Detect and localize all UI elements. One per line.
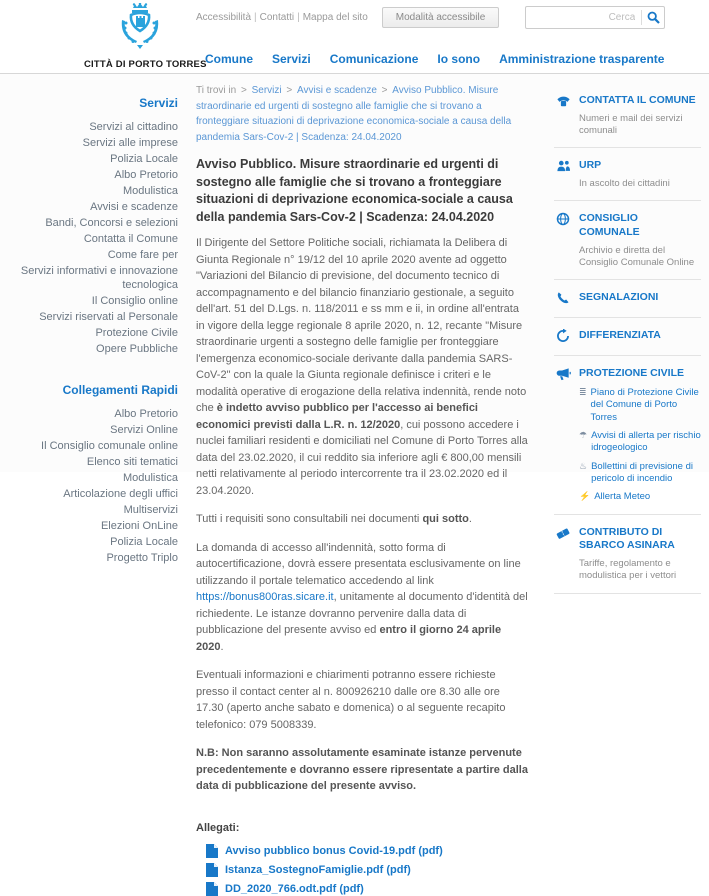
info-card: [554, 280, 701, 318]
recycle-icon: [554, 329, 572, 345]
main-nav: [205, 52, 664, 66]
paragraph-bold-text: entro il giorno 24 aprile 2020: [196, 624, 502, 653]
card-title[interactable]: CONTATTA IL COMUNE: [579, 94, 696, 106]
card-body: [579, 159, 701, 190]
card-body: [579, 526, 701, 583]
attachment-row: [206, 863, 528, 877]
site-logo[interactable]: [84, 3, 207, 70]
info-card: [554, 515, 701, 594]
sidebar-item[interactable]: Multiservizi: [123, 504, 178, 516]
breadcrumb-separator: >: [240, 85, 250, 96]
card-description: In ascolto dei cittadini: [579, 177, 670, 189]
card-title[interactable]: CONSIGLIO COMUNALE: [579, 212, 640, 238]
card-sub-link-label: Bollettini di previsione di pericolo di incendio: [591, 460, 693, 484]
sidebar-item[interactable]: Servizi Online: [110, 424, 178, 436]
card-body: [579, 94, 701, 137]
utility-links: [196, 12, 368, 23]
sidebar-item[interactable]: Progetto Triplo: [106, 552, 178, 564]
sidebar-item[interactable]: Avvisi e scadenze: [90, 201, 178, 213]
info-card: [554, 148, 701, 201]
sidebar-item[interactable]: Il Consiglio comunale online: [41, 440, 178, 452]
sidebar-right: [544, 74, 709, 582]
utility-link[interactable]: Mappa del sito: [302, 12, 368, 23]
sidebar-item[interactable]: Modulistica: [122, 472, 178, 484]
handset-icon: [554, 291, 572, 307]
card-body: [579, 329, 701, 345]
card-title[interactable]: DIFFERENZIATA: [579, 329, 661, 342]
megaphone-icon: [554, 367, 572, 503]
paragraph-bold-text: N.B: Non saranno assolutamente esaminate istanze pervenute precedentemente e dovranno essere ripresentate a partire dalla data di pubblicazione del presente avviso.: [196, 747, 528, 792]
pdf-icon: [206, 863, 218, 877]
breadcrumb-links: [196, 85, 511, 143]
header: [0, 0, 709, 74]
card-sub-link[interactable]: [579, 387, 701, 424]
card-sub-link[interactable]: [579, 461, 701, 486]
utility-separator: |: [254, 12, 257, 23]
card-title[interactable]: URP: [579, 159, 602, 172]
allegati-label: Allegati:: [196, 821, 240, 834]
paragraph-text: .: [468, 513, 472, 525]
people-icon: [554, 159, 572, 190]
sidebar-item[interactable]: Albo Pretorio: [114, 169, 178, 181]
nav-item[interactable]: Comunicazione: [329, 52, 419, 66]
paragraph-text: , unitamente al documento d'identità del richiedente. Le istanze dovranno pervenire dalla data di pubblicazione del presente avviso ed: [196, 591, 528, 636]
breadcrumb-prefix: Ti trovi in: [196, 85, 237, 96]
main-content: [178, 74, 544, 895]
card-body: [579, 291, 701, 307]
sidebar-item[interactable]: Bandi, Concorsi e selezioni: [45, 217, 178, 229]
sidebar-item[interactable]: Protezione Civile: [95, 327, 178, 339]
paragraph-text: , cui possono accedere i nuclei familiari residenti e domiciliati nel Comune di Porto Torres alla data del 23.02.2020, il cui reddito sia inferiore agli € 800,00 mensili netti relativamente al periodo intercorrente tra il 23.02.2020 ed il 23.04.2020.: [196, 418, 528, 497]
breadcrumb: [196, 83, 528, 145]
sidebar-section-title: Collegamenti Rapidi: [62, 383, 178, 397]
sidebar-section-title: Servizi: [139, 96, 178, 110]
card-sub-link[interactable]: [579, 491, 701, 503]
sidebar-item[interactable]: Modulistica: [122, 185, 178, 197]
nav-item[interactable]: Amministrazione trasparente: [499, 52, 665, 66]
info-card: [554, 356, 701, 514]
sidebar-item[interactable]: Elenco siti tematici: [86, 456, 178, 468]
article-body: [196, 235, 528, 795]
sidebar-item[interactable]: Servizi informativi e innovazione tecnologica: [20, 265, 178, 291]
breadcrumb-link[interactable]: Servizi: [251, 85, 282, 96]
sidebar-item[interactable]: Contatta il Comune: [83, 233, 178, 245]
phone-icon: [554, 94, 572, 137]
pdf-icon: [206, 844, 218, 858]
breadcrumb-separator: >: [378, 85, 391, 96]
utility-link[interactable]: Accessibilità: [196, 12, 252, 23]
breadcrumb-link[interactable]: Avvisi e scadenze: [297, 85, 377, 96]
article-paragraph: [196, 745, 528, 795]
nav-item[interactable]: Comune: [205, 52, 253, 66]
accessible-mode-button[interactable]: Modalità accessibile: [382, 7, 500, 28]
card-body: [579, 367, 701, 503]
list-icon: ≣: [579, 386, 587, 397]
card-body: [579, 212, 701, 269]
sidebar-item[interactable]: Servizi al cittadino: [89, 121, 178, 133]
paragraph-bold-text: è indetto avviso pubblico per l'accesso ai benefici economici previsti dalla L.R. n. 12/2020: [196, 402, 478, 431]
card-description: Tariffe, regolamento e modulistica per i vettori: [579, 557, 677, 582]
utility-row: [196, 6, 560, 29]
crest-logo-icon: [117, 40, 163, 57]
pdf-icon: [206, 882, 218, 896]
lightning-icon: ⚡: [579, 491, 591, 502]
logo-title: CITTÀ DI PORTO TORRES: [84, 59, 207, 70]
sidebar-item[interactable]: Servizi riservati al Personale: [39, 311, 178, 323]
paragraph-text: .: [220, 640, 224, 653]
sidebar-item[interactable]: Il Consiglio online: [91, 295, 178, 307]
breadcrumb-link[interactable]: Avviso Pubblico. Misure straordinarie ed urgenti di sostegno alle famiglie che si trovano a fronteggiare situazioni di deprivazione economica-sociale a causa della pandemia Sars-Cov-2 | Scadenza: 24.04.2020: [196, 85, 512, 143]
attachments-list: [196, 844, 528, 896]
page-title: Avviso Pubblico. Misure straordinarie ed urgenti di sostegno alle famiglie che si trovano a fronteggiare situazioni di deprivazione economica-sociale a causa della pandemia Sars-Cov-2 | Scadenza: 24.04.2020: [196, 157, 513, 224]
sidebar-item[interactable]: Polizia Locale: [110, 536, 178, 548]
paragraph-text: Il Dirigente del Settore Politiche sociali, richiamata la Delibera di Giunta Regionale n° 19/12 del 10 aprile 2020 avente ad oggetto "Variazioni del Bilancio di previsione, del documento tecnico di accompagnamento e del bilancio finanziario gestionale, a seguito dell'art. 51 del D.Lgs. n. 118/2011 e ss mm e ii, in ordine all'entrata in vigore della legge regionale 8 aprile 2020, n. 12, recante "Misure straordinarie urgenti a sostegno delle famiglie per fronteggiare l'emergenza economico-sociale derivante dalla pandemia SARS-CoV-2" con la quale la Giunta regionale definisce i criteri e le modalità operative di erogazione della relativa indennità, rende noto che: [196, 237, 527, 414]
card-sub-link-label: Piano di Protezione Civile del Comune di Porto Torres: [590, 386, 699, 423]
ticket-icon: [554, 526, 572, 583]
attachment-link[interactable]: DD_2020_766.odt.pdf (pdf): [225, 882, 364, 895]
sidebar-item[interactable]: Elezioni OnLine: [100, 520, 178, 532]
info-card: [554, 80, 701, 148]
paragraph-text: Tutti i requisiti sono consultabili nei documenti: [196, 513, 423, 525]
breadcrumb-separator: >: [283, 85, 296, 96]
sidebar-item[interactable]: Polizia Locale: [110, 153, 178, 165]
utility-link[interactable]: Contatti: [259, 12, 295, 23]
article-paragraph: [196, 511, 528, 528]
paragraph-text: La domanda di accesso all'indennità, sotto forma di autocertificazione, dovrà essere presentata esclusivamente on line utilizzando il portale telematico accedendo al link: [196, 541, 521, 587]
sidebar-item[interactable]: Albo Pretorio: [114, 408, 178, 420]
search-box[interactable]: [525, 6, 665, 29]
utility-separator: |: [297, 12, 300, 23]
nav-item[interactable]: Servizi: [272, 52, 311, 66]
sidebar-item[interactable]: Come fare per: [107, 249, 178, 261]
card-title[interactable]: CONTRIBUTO DI SBARCO ASINARA: [579, 525, 675, 552]
attachment-link[interactable]: Avviso pubblico bonus Covid-19.pdf (pdf): [225, 844, 443, 857]
card-sub-link-label: Avvisi di allerta per rischio idrogeologico: [591, 429, 701, 454]
flame-icon: ♨: [579, 460, 588, 471]
sidebar-left: [0, 74, 178, 564]
card-title[interactable]: PROTEZIONE CIVILE: [579, 367, 685, 380]
sidebar-section: [0, 96, 178, 357]
card-title[interactable]: SEGNALAZIONI: [579, 291, 659, 304]
info-card: [554, 318, 701, 356]
sidebar-item[interactable]: Servizi alle imprese: [82, 137, 178, 149]
umbrella-icon: ☂: [579, 429, 588, 440]
sidebar-section: [0, 383, 178, 566]
card-sub-link[interactable]: [579, 430, 701, 455]
paragraph-bold-text: qui sotto: [422, 513, 469, 525]
sidebar-item[interactable]: Opere Pubbliche: [96, 343, 178, 355]
article-paragraph: [196, 540, 528, 656]
attachment-row: [206, 844, 528, 858]
card-sub-link-label: Allerta Meteo: [594, 491, 651, 503]
sidebar-item[interactable]: Articolazione degli uffici: [63, 488, 178, 500]
content: [0, 74, 709, 895]
paragraph-text: Eventuali informazioni e chiarimenti potranno essere richieste presso il contact center al n. 800926210 dalle ore 8.30 alle ore 17.30 (aperto anche sabato e domenica) o al seguente recapito telefonico: 079 5008339.: [196, 669, 506, 731]
attachment-row: [206, 882, 528, 896]
card-description: Archivio e diretta del Consiglio Comunale Online: [579, 244, 695, 268]
search-icon[interactable]: [642, 11, 664, 24]
info-card: [554, 201, 701, 280]
article-paragraph: [196, 667, 528, 733]
nav-item[interactable]: Io sono: [437, 52, 481, 66]
article-paragraph: [196, 235, 528, 499]
globe-icon: [554, 212, 572, 269]
search-input[interactable]: [526, 12, 641, 23]
inline-link[interactable]: https://bonus800ras.sicare.it: [196, 591, 334, 603]
attachment-link[interactable]: Istanza_SostegnoFamiglie.pdf (pdf): [225, 863, 411, 876]
card-description: Numeri e mail dei servizi comunali: [579, 112, 683, 136]
